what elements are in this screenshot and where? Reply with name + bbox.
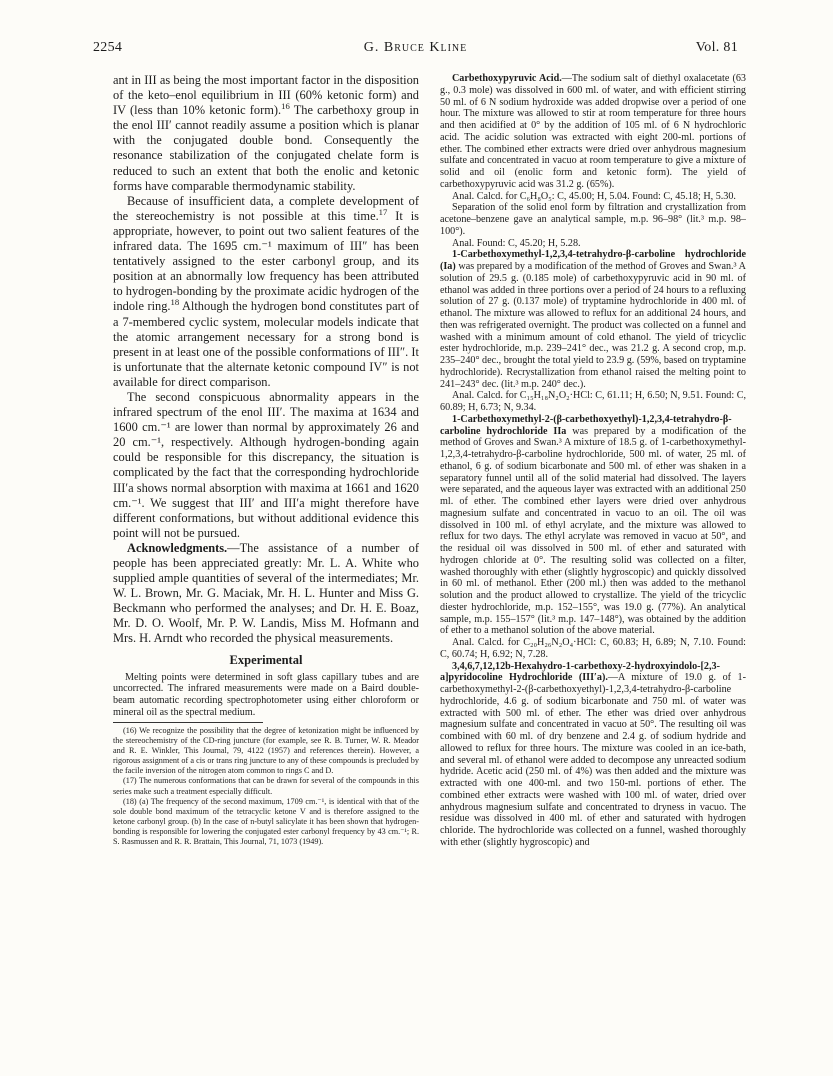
paragraph-keto-enol: ant in III as being the most important factor in the disposition of the keto–enol equilibrium in III (60% ketonic form) and IV (less than 10% ketonic form).$^{16}$ The carbethoxy group in the enol III′ cannot readily assume a position which is planar with the conjugated double bond. Consequently the resonance stabilization of the conjugated chelate form is reduced to such an extent that both the enolic and ketonic forms have comparable thermodynamic stability. [113,73,419,193]
separation-note: Separation of the solid enol form by filtration and crystallization from acetone–benzene gave an analytical sample, m.p. 96–98° (lit.³ m.p. 98–100°). [440,202,746,237]
analysis-2: Anal. Found: C, 45.20; H, 5.28. [452,237,581,249]
running-title: G. Bruce Kline [363,40,468,55]
procedure-IIIa: 3,4,6,7,12,12b-Hexahydro-1-carbethoxy-2-hydroxyindolo-[2,3-a]pyridocoline Hydrochloride (III′a).—A mixture of 19.0 g. of 1-carbethoxymethyl-2-(β-carbethoxyethyl)-1,2,3,4-tetrahydro-β-carboline hydrochloride, 4.6 g. of sodium bicarbonate and 750 ml. of water was extracted with 500 ml. of ether. The ether was dried over anhydrous magnesium sulfate and concentrated in vacuo at 50°. The resulting oil was combined with 60 ml. of dry benzene and 2.4 g. of sodium hydride and allowed to reflux for three hours. The mixture was cooled in an ice-bath, and several ml. of ethanol were added to decompose any unreacted sodium hydride. Acetic acid (250 ml. of 4%) was then added and the mixture was extracted with one 400-ml. and two 150-ml. portions of ether. The combined ether extracts were washed with 100 ml. of water, dried over anhydrous magnesium sulfate and concentrated to dryness in vacuo. The residue was dissolved in 400 ml. of ether and saturated with hydrogen chloride. The hydrochloride was collected on a funnel, washed thoroughly with ether (slightly hygroscopic) and [440,660,746,848]
analysis-1: Anal. Calcd. for C₆H₈O₅: C, 45.00; H, 5.04. Found: C, 45.18; H, 5.30. [452,190,736,202]
analysis-IIa: Anal. Calcd. for C₂₀H₂₆N₂O₄·HCl: C, 60.83; H, 6.89; N, 7.10. Found: C, 60.74; H, 6.92; N, 7.28. [440,637,746,660]
footnote-divider [113,722,263,723]
acknowledgments: Acknowledgments.—The assistance of a number of people has been appreciated greatly: Mr. L. A. White who supplied ample quantities of several of the intermediates; Mr. W. L. Brown, Mr. G. Maciak, Mr. H. L. Hunter and Miss G. Beckmann who performed the analyses; and Dr. H. E. Boaz, Mr. D. O. Woolf, Mr. P. W. Landis, Miss M. Hofmann and Mrs. H. Arndt who recorded the physical measurements. [113,540,419,646]
page-header [93,40,738,60]
page-number: 2254 [93,40,123,55]
experimental-intro: Melting points were determined in soft glass capillary tubes and are uncorrected. The infrared measurements were made on a Baird double-beam automatic recording spectrophotometer using either chloroform or mineral oil as the spectral medium. [113,671,419,718]
procedure-IIa: 1-Carbethoxymethyl-2-(β-carbethoxyethyl)-1,2,3,4-tetrahydro-β-carboline hydrochloride IIa was prepared by a modification of the method of Groves and Swan.³ A mixture of 18.5 g. of 1-carbethoxymethyl-1,2,3,4-tetrahydro-β-carboline hydrochloride, 500 ml. of water, 25 ml. of ethanol, 6 g. of sodium bicarbonate and 500 ml. of ether was shaken in a separatory funnel until all of the solid material had dissolved. The layers were separated, and the aqueous layer was extracted with an additional 250 ml. of ether. The combined ether layers were dried over anhydrous magnesium sulfate and concentrated in vacuo to an oil. The oil was dissolved in 100 ml. of ethyl acrylate, and the mixture was allowed to reflux for two days. The ethyl acrylate was removed in vacuo at 50°, and the residual oil was dissolved in 500 ml. of ether and saturated with hydrogen chloride at 0°. The resulting solid was collected on a filter, washed thoroughly with ether (slightly hygroscopic) and quickly dissolved in 60 ml. of methanol. Ether (200 ml.) then was added to the methanol solution and the product allowed to crystallize. The yield of the tricyclic diester hydrochloride, m.p. 152–155°, was 19.0 g. (77%). An analytical sample, m.p. 155–157° (lit.³ m.p. 147–148°), was obtained by the addition of ether to a methanol solution of the above material. [440,413,746,637]
experimental-heading: Experimental [229,652,303,667]
footnote-16: (16) We recognize the possibility that the degree of ketonization might be influenced by the stereochemistry of the CD-ring juncture (for example, see R. B. Turner, W. R. Meador and R. E. Winkler, This Journal, 79, 4122 (1957) and references therein). However, a rigorous assignment of a cis or trans ring juncture to any of these compounds is precluded by the facile inversion of the nitrogen atom common to rings C and D. [113,725,419,776]
right-column [440,73,746,849]
procedure-carbethoxypyruvic-acid: Carbethoxypyruvic Acid.—The sodium salt of diethyl oxalacetate (63 g., 0.3 mole) was dissolved in 600 ml. of water, and with efficient stirring 50 ml. of 6 N sodium hydroxide was added dropwise over a period of one hour. The mixture was allowed to stir at room temperature for three hours and then acidified at 0° by the addition of 105 ml. of 6 N hydrochloric acid. The acidic solution was extracted with eight 200-ml. portions of ether. The combined ether extracts were dried over anhydrous magnesium sulfate and concentrated in vacuo at room temperature to give a mixture of solid and oil (enolic form and ketonic form). The yield of carbethoxypyruvic acid was 31.2 g. (65%). [440,73,746,190]
paragraph-infrared: The second conspicuous abnormality appears in the infrared spectrum of the enol III′. The maxima at 1634 and 1600 cm.⁻¹ are lower than normal by approximately 26 and 20 cm.⁻¹, respectively. Although hydrogen-bonding again could be responsible for this discrepancy, the situation is complicated by the fact that the corresponding hydrochloride III′a shows normal absorption with maxima at 1661 and 1620 cm.⁻¹. We suggest that III′ and III′a might therefore have different conformations, but without additional evidence this point will not be pursued. [113,389,419,540]
left-column [113,73,419,847]
paragraph-stereochemistry: Because of insufficient data, a complete development of the stereochemistry is not possible at this time.$^{17}$ It is appropriate, however, to point out two salient features of the infrared data. The 1695 cm.⁻¹ maximum of III″ has been tentatively assigned to the ester carbonyl group, and its position at an abnormally low frequency has been attributed to hydrogen-bonding by the proximate acidic hydrogen of the indole ring.$^{18}$ Although the hydrogen bond constitutes part of a 7-membered cyclic system, molecular models indicate that the atomic arrangement necessary for a strong bond is present in at least one of the possible conformations of III″. It is unfortunate that the alternate ketonic compound IV″ is not available for direct comparison. [113,193,419,389]
footnotes [113,726,419,848]
footnote-17: (17) The numerous conformations that can be drawn for several of the compounds in this series make such a treatment especially difficult. [113,776,419,796]
procedure-Ia: 1-Carbethoxymethyl-1,2,3,4-tetrahydro-β-carboline hydrochloride (Ia) was prepared by a modification of the method of Groves and Swan.³ A solution of 29.5 g. (0.185 mole) of carbethoxypyruvic acid in 90 ml. of ethanol was added in three portions over a period of 24 hours to a refluxing solution of 27 g. (0.137 mole) of tryptamine hydrochloride in 400 ml. of ethanol. The mixture was allowed to reflux for an additional 24 hours, and then was refrigerated overnight. The product was collected on a funnel and washed with a minimum amount of cold ethanol. The yield of tricyclic ester hydrochloride, m.p. 239–241° dec., was 21.2 g. A second crop, m.p. 235–240° dec., brought the total yield to 23.9 g. (59%, based on tryptamine hydrochloride). Recrystallization from ethanol raised the melting point to 241–243° dec. (lit.³ m.p. 240° dec.). [440,249,746,390]
volume-label: Vol. 81 [695,40,738,55]
analysis-Ia: Anal. Calcd. for C₁₅H₁₈N₂O₂·HCl: C, 61.11; H, 6.50; N, 9.51. Found: C, 60.89; H, 6.73; N, 9.34. [440,390,746,413]
footnote-18: (18) (a) The frequency of the second maximum, 1709 cm.⁻¹, is identical with that of the sole double bond maximum of the tetracyclic ketone V and is therefore assigned to the ketone carbonyl group. (b) In the case of n-butyl salicylate it has been shown that hydrogen-bonding is responsible for lowering the conjugated ester carbonyl frequency by 43 cm.⁻¹; R. S. Rasmussen and R. R. Brattain, This Journal, 71, 1073 (1949). [113,796,419,847]
